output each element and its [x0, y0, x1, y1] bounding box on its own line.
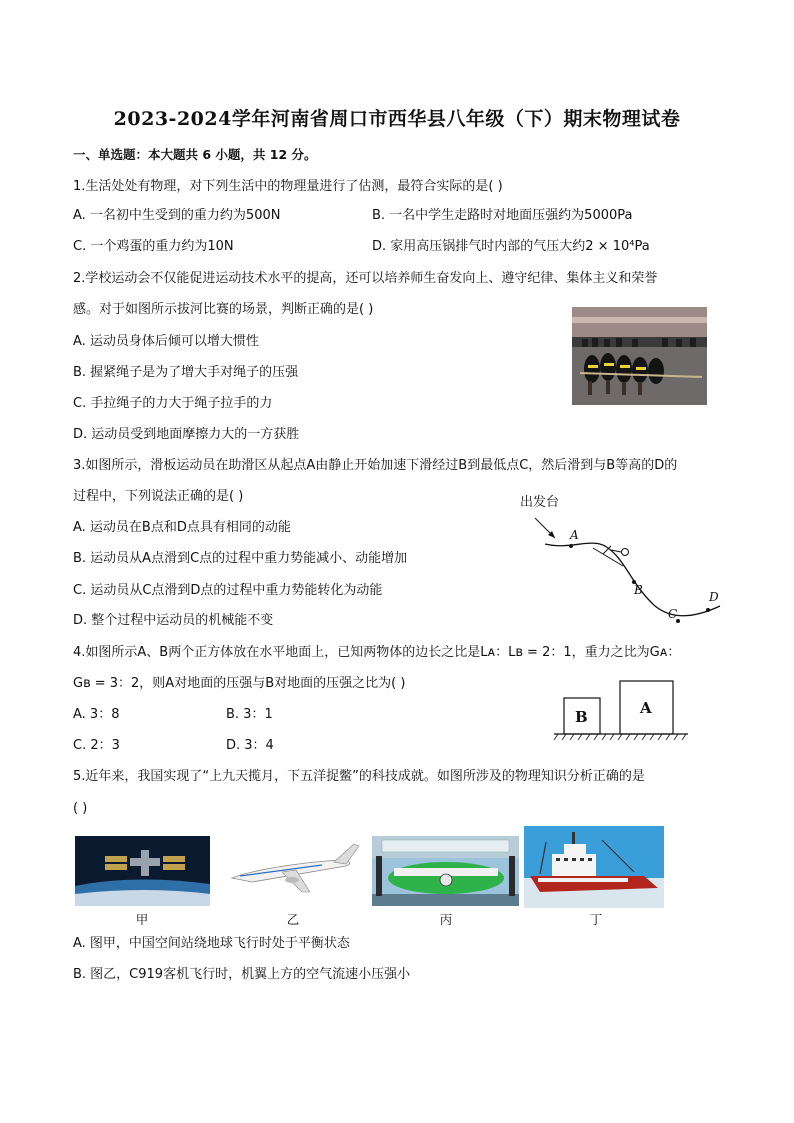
q4-option-c: C. 2：3 [73, 738, 120, 753]
q3-option-b: B. 运动员从A点滑到C点的过程中重力势能减小、动能增加 [73, 551, 408, 566]
q2-option-d: D. 运动员受到地面摩擦力大的一方获胜 [73, 427, 300, 442]
section-heading: 一、单选题：本大题共 6 小题，共 12 分。 [73, 147, 317, 162]
q2-option-c: C. 手拉绳子的力大于绳子拉手的力 [73, 396, 273, 411]
q5-option-b: B. 图乙，C919客机飞行时，机翼上方的空气流速小压强小 [73, 967, 411, 982]
cube-a-label: A [640, 699, 652, 717]
q5-option-a: A. 图甲，中国空间站绕地球飞行时处于平衡状态 [73, 936, 350, 951]
q3-option-c: C. 运动员从C点滑到D点的过程中重力势能转化为动能 [73, 583, 383, 598]
q2-stem-line1: 2.学校运动会不仅能促进运动技术水平的提高，还可以培养师生奋发向上、遵守纪律、集体主义和荣誉 [73, 271, 658, 286]
point-c-label: C [668, 607, 678, 621]
caption-jia: 甲 [135, 912, 149, 927]
start-platform-label: 出发台 [520, 495, 560, 510]
airplane-photo [222, 836, 365, 906]
q1-option-b: B. 一名中学生走路时对地面压强约为5000Pa [372, 208, 633, 223]
q4-stem-line2: Gʙ = 3：2，则A对地面的压强与B对地面的压强之比为( ) [73, 676, 406, 691]
q4-option-b: B. 3：1 [226, 707, 273, 722]
q5-stem-line2: ( ) [73, 801, 88, 816]
q1-stem: 1.生活处处有物理，对下列生活中的物理量进行了估测，最符合实际的是( ) [73, 179, 503, 194]
caption-ding: 丁 [589, 912, 603, 927]
q4-option-d: D. 3：4 [226, 738, 274, 753]
point-d-label: D [709, 590, 719, 604]
space-station-photo [75, 836, 210, 906]
q2-option-b: B. 握紧绳子是为了增大手对绳子的压强 [73, 365, 299, 380]
q3-option-a: A. 运动员在B点和D点具有相同的动能 [73, 520, 291, 535]
caption-bing: 丙 [439, 912, 453, 927]
q4-option-a: A. 3：8 [73, 707, 120, 722]
q2-option-a: A. 运动员身体后倾可以增大惯性 [73, 334, 259, 349]
point-b-label: B [634, 583, 643, 597]
ski-track-diagram [515, 488, 730, 623]
q3-stem-line1: 3.如图所示，滑板运动员在助滑区从起点A由静止开始加速下滑经过B到最低点C，然后滑到与B等高的D的 [73, 458, 678, 473]
submersible-photo [372, 836, 519, 906]
q2-stem-line2: 感。对于如图所示拔河比赛的场景，判断正确的是( ) [73, 302, 374, 317]
q1-option-d: D. 家用高压锅排气时内部的气压大约2 × 10⁴Pa [372, 239, 650, 254]
q1-option-c: C. 一个鸡蛋的重力约为10N [73, 239, 234, 254]
q3-stem-line2: 过程中，下列说法正确的是( ) [73, 489, 244, 504]
cube-b-label: B [575, 708, 588, 726]
icebreaker-photo [524, 826, 664, 908]
q3-option-d: D. 整个过程中运动员的机械能不变 [73, 613, 274, 628]
caption-yi: 乙 [286, 912, 300, 927]
q1-option-a: A. 一名初中生受到的重力约为500N [73, 208, 281, 223]
page-title: 2023-2024学年河南省周口市西华县八年级（下）期末物理试卷 [113, 108, 681, 130]
q4-stem-line1: 4.如图所示A、B两个正方体放在水平地面上，已知两物体的边长之比是Lᴀ：Lʙ = 2：1，重力之比为Gᴀ： [73, 645, 681, 660]
point-a-label: A [570, 528, 579, 542]
q5-stem-line1: 5.近年来，我国实现了“上九天揽月，下五洋捉鳖”的科技成就。如图所涉及的物理知识分析正确的是 [73, 769, 645, 784]
tug-of-war-photo [572, 307, 707, 405]
cubes-diagram [552, 676, 692, 742]
